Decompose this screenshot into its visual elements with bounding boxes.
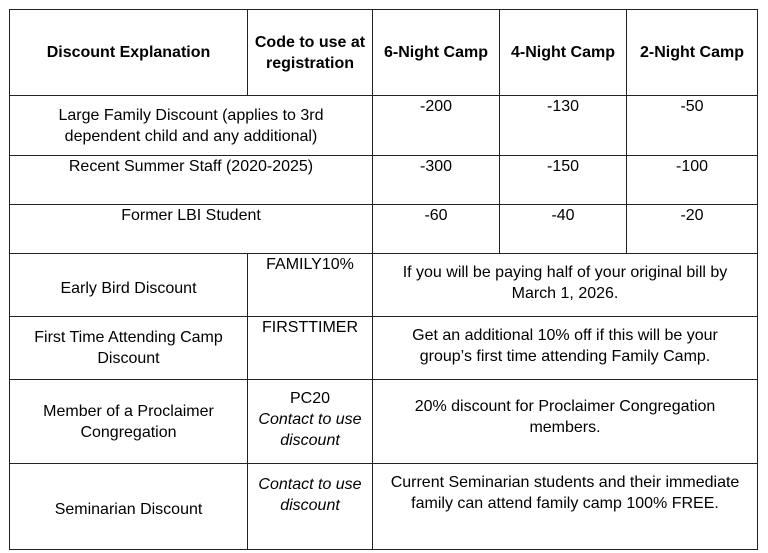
code-value: FAMILY10% bbox=[266, 256, 354, 273]
six-night-value: -300 bbox=[373, 156, 500, 205]
two-night-value: -50 bbox=[627, 96, 758, 156]
discount-name: First Time Attending Camp Discount bbox=[10, 317, 248, 380]
discount-name: Member of a Proclaimer Congregation bbox=[10, 380, 248, 464]
discount-name: Early Bird Discount bbox=[10, 254, 248, 317]
table-row bbox=[10, 205, 758, 254]
discount-name: Large Family Discount (applies to 3rd dependent child and any additional) bbox=[10, 96, 373, 156]
table-row bbox=[10, 254, 758, 317]
table-row bbox=[10, 380, 758, 464]
code-note: Contact to use discount bbox=[258, 476, 362, 514]
four-night-value: -130 bbox=[500, 96, 627, 156]
table-row bbox=[10, 96, 758, 156]
discount-name: Seminarian Discount bbox=[10, 464, 248, 550]
two-night-value: -20 bbox=[627, 205, 758, 254]
discount-description: If you will be paying half of your original bill by March 1, 2026. bbox=[373, 254, 758, 317]
registration-code bbox=[248, 317, 373, 380]
discount-name: Former LBI Student bbox=[10, 205, 373, 254]
table-row bbox=[10, 317, 758, 380]
discount-table bbox=[9, 9, 758, 550]
six-night-value: -60 bbox=[373, 205, 500, 254]
header-code: Code to use at registration bbox=[248, 10, 373, 96]
registration-code bbox=[248, 464, 373, 550]
table-row bbox=[10, 464, 758, 550]
six-night-value: -200 bbox=[373, 96, 500, 156]
registration-code bbox=[248, 380, 373, 464]
registration-code bbox=[248, 254, 373, 317]
code-value: PC20 bbox=[289, 390, 331, 407]
two-night-value: -100 bbox=[627, 156, 758, 205]
header-discount-explanation: Discount Explanation bbox=[10, 10, 248, 96]
discount-name: Recent Summer Staff (2020-2025) bbox=[10, 156, 373, 205]
table-row bbox=[10, 156, 758, 205]
discount-description: Get an additional 10% off if this will be your group’s first time attending Family Camp. bbox=[373, 317, 758, 380]
table-header-row bbox=[10, 10, 758, 96]
discount-description: 20% discount for Proclaimer Congregation members. bbox=[373, 380, 758, 464]
header-4-night-camp: 4-Night Camp bbox=[500, 10, 627, 96]
four-night-value: -40 bbox=[500, 205, 627, 254]
header-2-night-camp: 2-Night Camp bbox=[627, 10, 758, 96]
discount-description: Current Seminarian students and their immediate family can attend family camp 100% FREE. bbox=[373, 464, 758, 550]
code-value: FIRSTTIMER bbox=[262, 319, 358, 336]
header-6-night-camp: 6-Night Camp bbox=[373, 10, 500, 96]
four-night-value: -150 bbox=[500, 156, 627, 205]
code-note: Contact to use discount bbox=[258, 411, 362, 449]
